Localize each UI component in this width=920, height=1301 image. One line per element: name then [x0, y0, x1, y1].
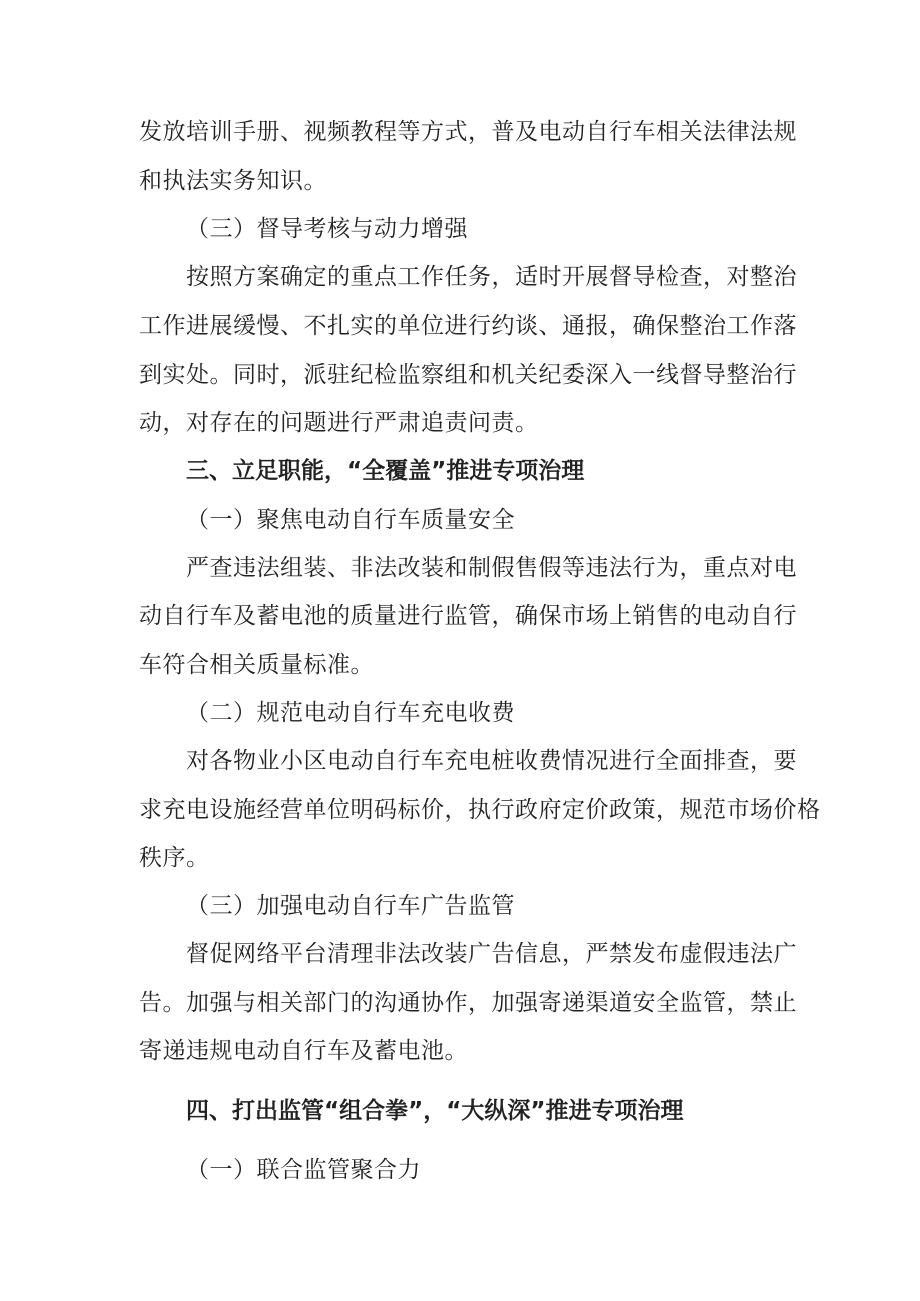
subheading: （二）规范电动自行车充电收费	[186, 700, 515, 726]
paragraph-line: 对各物业小区电动自行车充电桩收费情况进行全面排查，要	[186, 748, 797, 774]
paragraph-line: 督促网络平台清理非法改装广告信息，严禁发布虚假违法广	[186, 941, 797, 967]
section-heading: 四、打出监管“组合拳”，“大纵深”推进专项治理	[186, 1098, 684, 1124]
paragraph-line: 动自行车及蓄电池的质量进行监管，确保市场上销售的电动自行	[139, 603, 797, 629]
paragraph-line: 工作进展缓慢、不扎实的单位进行约谈、通报，确保整治工作落	[139, 313, 797, 339]
subheading: （一）聚焦电动自行车质量安全	[186, 507, 515, 533]
paragraph-line: 严查违法组装、非法改装和制假售假等违法行为，重点对电	[186, 555, 797, 581]
paragraph-line: 按照方案确定的重点工作任务，适时开展督导检查，对整治	[186, 264, 797, 290]
paragraph-line: 车符合相关质量标准。	[139, 652, 374, 678]
paragraph-line: 动，对存在的问题进行严肃追责问责。	[139, 410, 539, 436]
subheading: （一）联合监管聚合力	[186, 1157, 421, 1183]
subheading: （三）加强电动自行车广告监管	[186, 893, 515, 919]
paragraph-line: 发放培训手册、视频教程等方式，普及电动自行车相关法律法规	[139, 119, 797, 145]
paragraph-line: 寄递违规电动自行车及蓄电池。	[139, 1038, 468, 1064]
paragraph-line: 秩序。	[139, 845, 210, 871]
paragraph-line: 告。加强与相关部门的沟通协作，加强寄递渠道安全监管，禁止	[139, 990, 797, 1016]
paragraph-line: 到实处。同时，派驻纪检监察组和机关纪委深入一线督导整治行	[139, 362, 797, 388]
paragraph-line: 和执法实务知识。	[139, 168, 327, 194]
section-heading: 三、立足职能，“全覆盖”推进专项治理	[186, 458, 585, 484]
subheading: （三）督导考核与动力增强	[186, 216, 468, 242]
paragraph-line: 求充电设施经营单位明码标价，执行政府定价政策，规范市场价格	[139, 797, 821, 823]
